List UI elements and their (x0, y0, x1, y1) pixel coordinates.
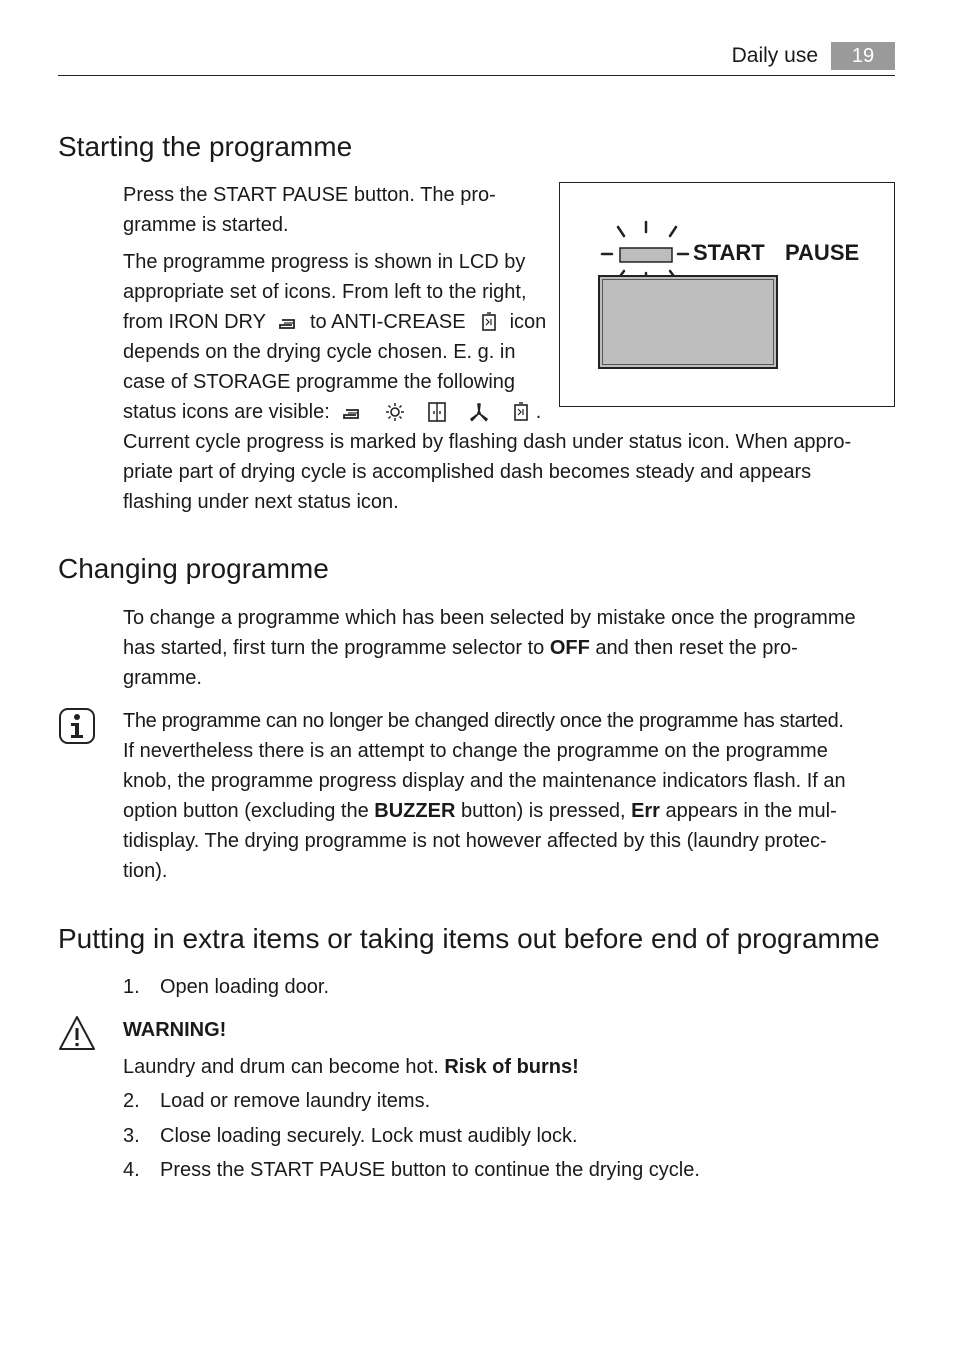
text-segment: from IRON DRY (123, 311, 266, 333)
text-bold: Risk of burns! (444, 1056, 579, 1078)
cupboard-icon (426, 402, 448, 422)
start-label: START (693, 240, 765, 265)
text-segment: icon (509, 311, 547, 333)
text-line: case of STORAGE programme the following (123, 371, 516, 393)
anti-crease-icon (478, 312, 500, 332)
list-text: Close loading securely. Lock must audibly lock. (160, 1125, 578, 1147)
warning-title: WARNING! (123, 1019, 227, 1041)
pause-label: PAUSE (785, 240, 860, 265)
list-text: Press the START PAUSE button to continue the drying cycle. (160, 1159, 700, 1181)
list-number: 2. (123, 1090, 140, 1112)
paragraph-info-note (123, 706, 846, 886)
list-number: 3. (123, 1125, 140, 1147)
heading-changing-programme: Changing programme (58, 553, 329, 584)
text-line: Current cycle progress is marked by flashing dash under status icon. When appro- (123, 431, 852, 453)
iron-dry-icon (342, 402, 364, 422)
text-line: Press the START PAUSE button. The pro- (123, 184, 496, 206)
paragraph-start-pause (123, 180, 496, 240)
heading-starting-programme: Starting the programme (58, 131, 353, 162)
warning-icon (58, 1014, 96, 1052)
paragraph-change-programme (123, 603, 856, 693)
text-segment: status icons are visible: (123, 401, 330, 423)
iron-dry-icon (278, 312, 300, 332)
text-line: knob, the programme progress display and the maintenance indicators flash. If an (123, 770, 846, 792)
list-item (123, 1155, 700, 1185)
text-segment: has started, first turn the programme selector to (123, 637, 545, 659)
heading-extra-items: Putting in extra items or taking items out before end of programme (58, 923, 880, 954)
list-text: Load or remove laundry items. (160, 1090, 431, 1112)
text-line: To change a programme which has been selected by mistake once the programme (123, 607, 856, 629)
page-number: 19 (831, 42, 895, 70)
list-text: Open loading door. (160, 976, 330, 998)
text-line: The programme progress is shown in LCD by (123, 251, 526, 273)
text-line: flashing under next status icon. (123, 491, 399, 513)
header-section-title: Daily use (731, 44, 818, 67)
text-line: depends on the drying cycle chosen. E. g. in (123, 341, 516, 363)
text-line: tidisplay. The drying programme is not however affected by this (laundry protec- (123, 830, 827, 852)
text-segment: and then reset the pro- (595, 637, 798, 659)
text-segment: option button (excluding the (123, 800, 369, 822)
sun-icon (384, 402, 406, 422)
text-segment: Laundry and drum can become hot. (123, 1056, 439, 1078)
text-segment: appears in the mul- (665, 800, 837, 822)
text-line (123, 796, 846, 826)
header-rule (58, 75, 895, 76)
text-line: gramme is started. (123, 214, 289, 236)
list-item (123, 1086, 430, 1116)
text-line (123, 633, 856, 663)
lcd-display (598, 275, 778, 369)
list-number: 4. (123, 1159, 140, 1181)
text-segment: . (535, 401, 542, 423)
anti-crease-icon (510, 402, 532, 422)
text-bold: Err (631, 800, 660, 822)
text-line: If nevertheless there is an attempt to change the programme on the programme (123, 740, 828, 762)
info-icon (58, 707, 96, 745)
list-item (123, 972, 329, 1002)
text-line: priate part of drying cycle is accomplished dash becomes steady and appears (123, 461, 812, 483)
text-segment: to ANTI-CREASE (309, 311, 466, 333)
text-segment: button) is pressed, (460, 800, 626, 822)
list-item (123, 1121, 578, 1151)
fan-icon (468, 402, 490, 422)
text-line: appropriate set of icons. From left to the right, (123, 281, 527, 303)
list-number: 1. (123, 976, 140, 998)
text-line: The programme can no longer be changed directly once the programme has started. (123, 710, 844, 732)
text-line: tion). (123, 860, 168, 882)
warning-text (123, 1052, 579, 1082)
text-bold: OFF (549, 637, 590, 659)
text-line: gramme. (123, 667, 202, 689)
text-bold: BUZZER (374, 800, 456, 822)
start-pause-figure (559, 182, 895, 407)
